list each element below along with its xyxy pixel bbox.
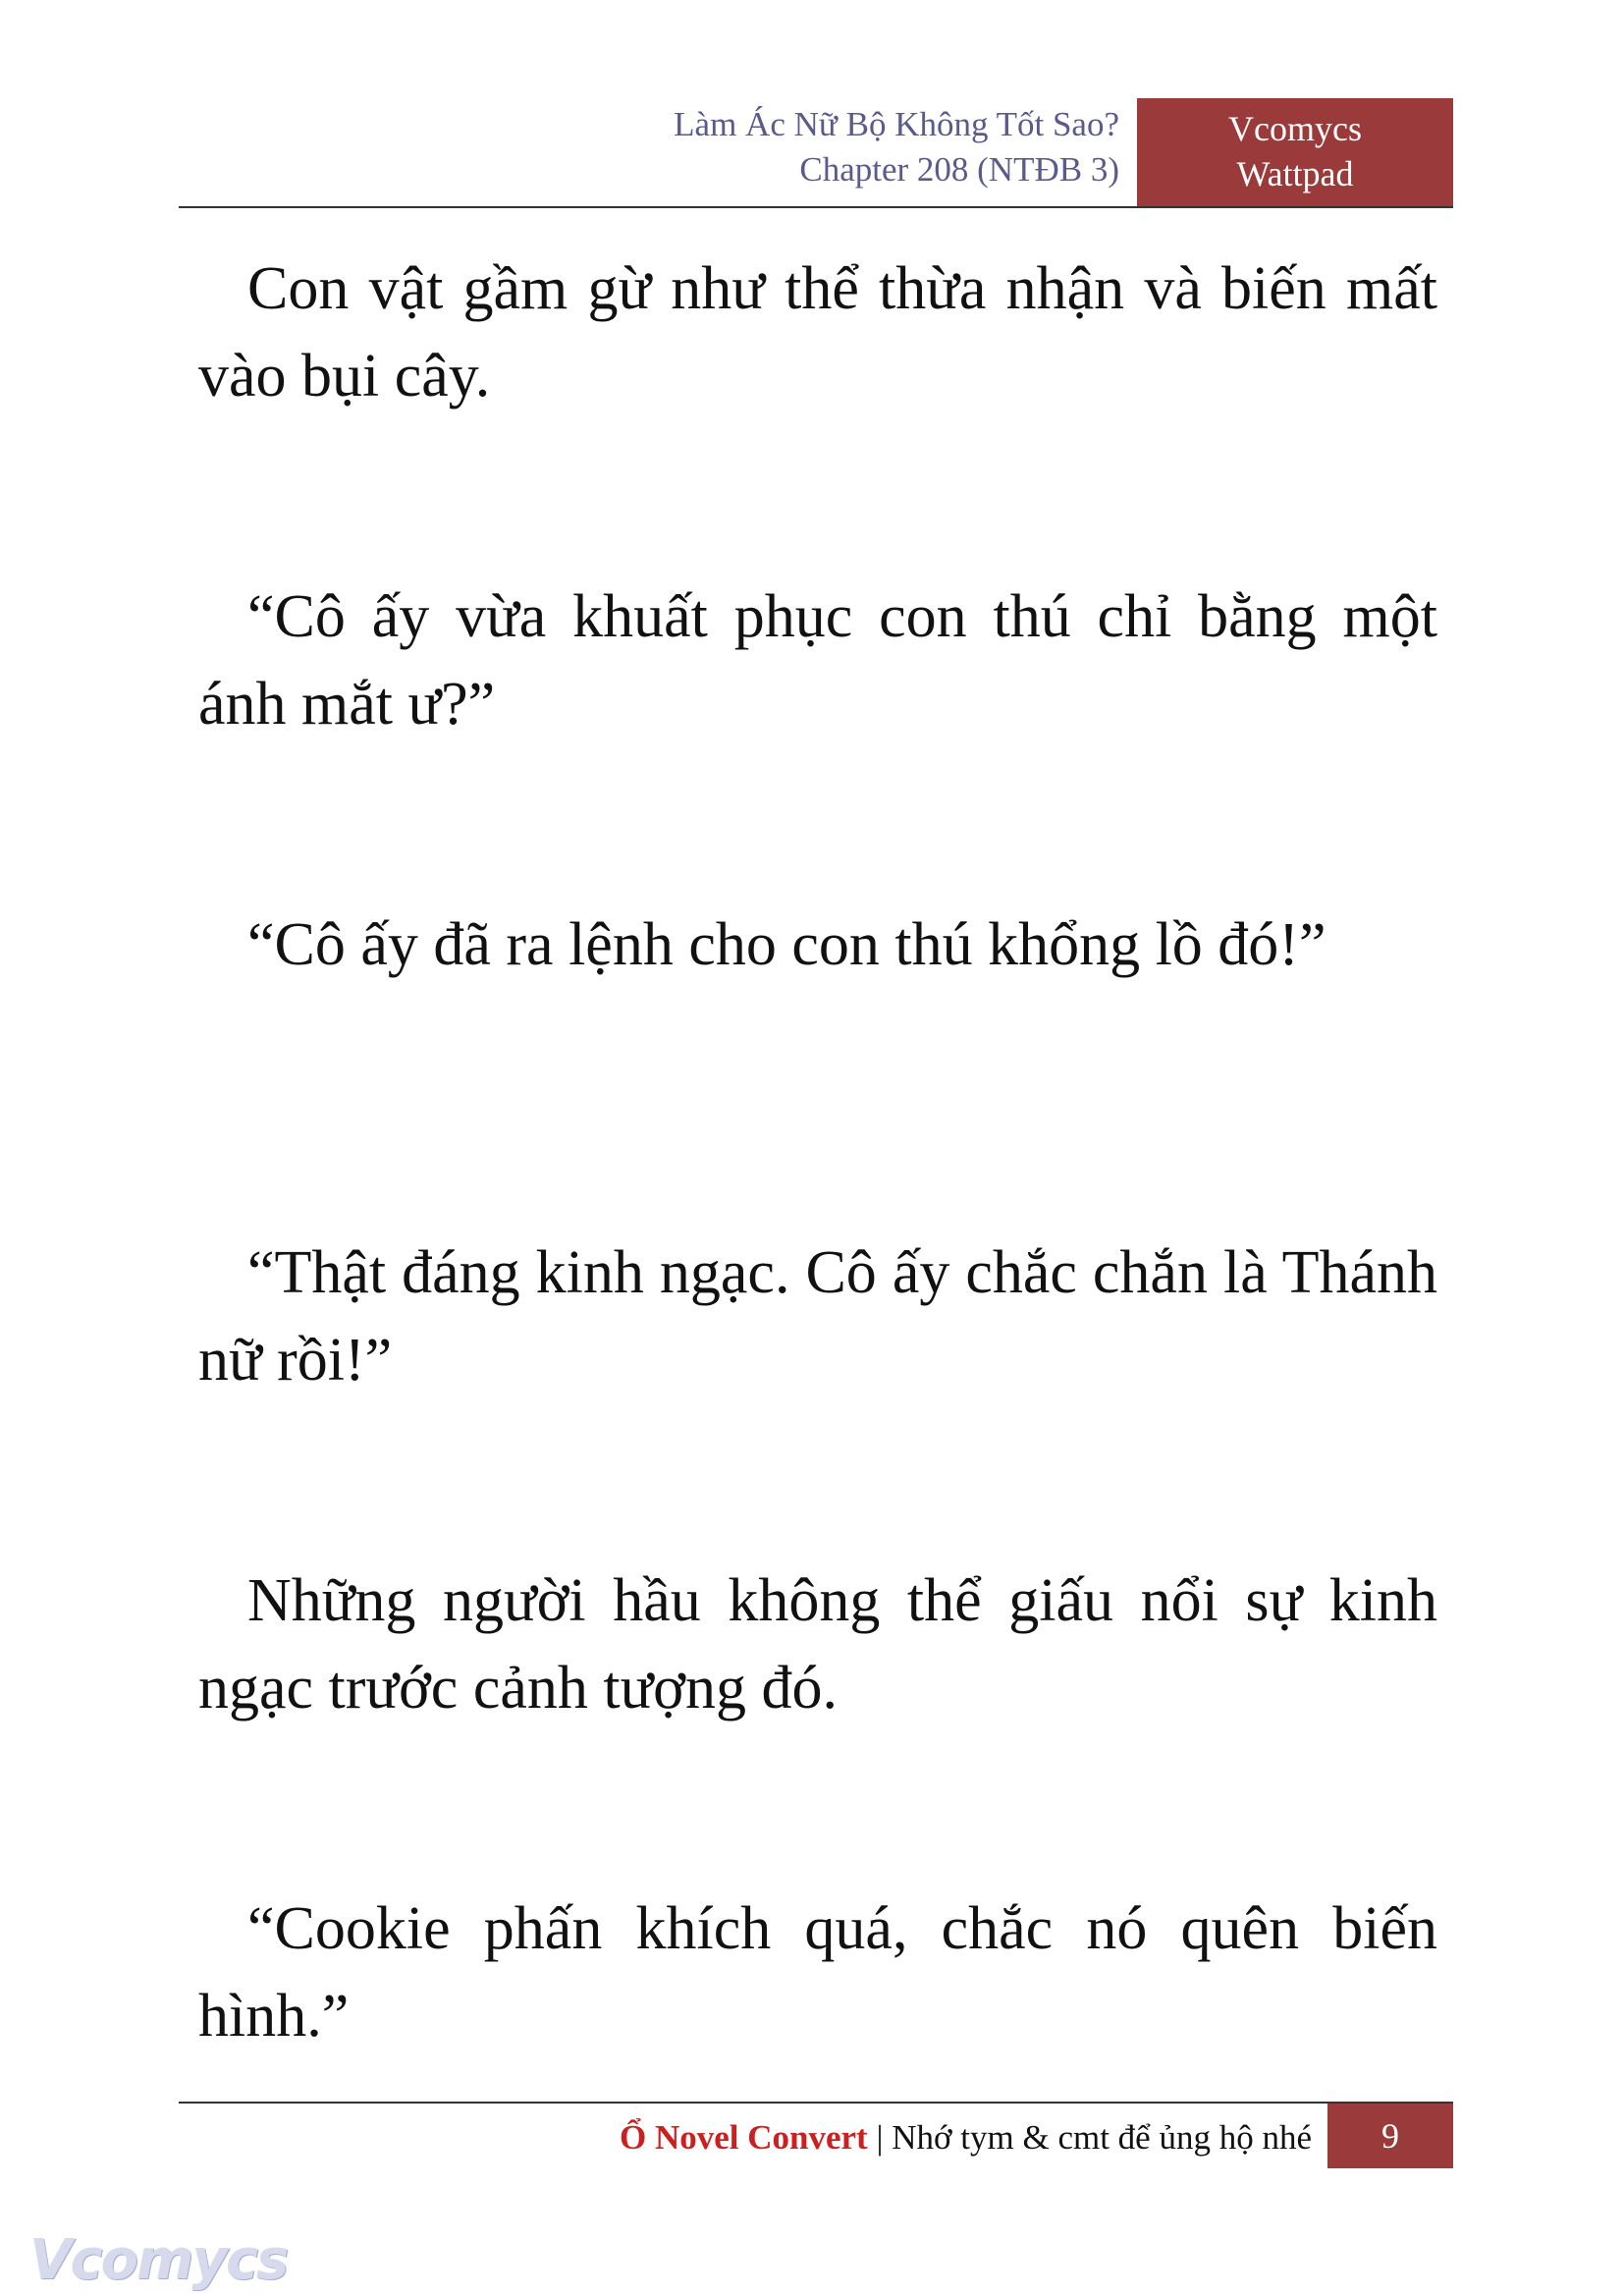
page-number: 9 [1327, 2104, 1453, 2168]
footer-divider [179, 2102, 1453, 2104]
chapter-label: Chapter 208 (NTĐB 3) [799, 150, 1119, 189]
header-divider [179, 206, 1453, 208]
source-platform: Wattpad [1236, 154, 1354, 193]
paragraph-4: “Thật đáng kinh ngạc. Cô ấy chắc chắn là Thánh nữ rồi!” [198, 1239, 1437, 1394]
footer-message: Nhớ tym & cmt để ủng hộ nhé [892, 2118, 1312, 2157]
footer-separator: | [876, 2118, 884, 2157]
watermark-logo: Vcomycs [29, 2228, 288, 2292]
paragraph-5: Những người hầu không thể giấu nổi sự kinh ngạc trước cảnh tượng đó. [198, 1567, 1437, 1722]
source-name: Vcomycs [1228, 109, 1362, 148]
paragraph-2: “Cô ấy vừa khuất phục con thú chỉ bằng một ánh mắt ư?” [198, 583, 1437, 738]
running-header-title [393, 102, 1119, 192]
running-footer [393, 2115, 1312, 2160]
paragraph-1: Con vật gầm gừ như thể thừa nhận và biến mất vào bụi cây. [198, 255, 1437, 410]
source-badge [1137, 98, 1453, 206]
page-body [198, 246, 1437, 2058]
paragraph-3: “Cô ấy đã ra lệnh cho con thú khổng lồ đó!” [247, 911, 1326, 978]
footer-brand: Ổ Novel Convert [619, 2118, 868, 2157]
book-title: Làm Ác Nữ Bộ Không Tốt Sao? [674, 105, 1119, 143]
paragraph-6: “Cookie phấn khích quá, chắc nó quên biến hình.” [198, 1895, 1437, 2050]
